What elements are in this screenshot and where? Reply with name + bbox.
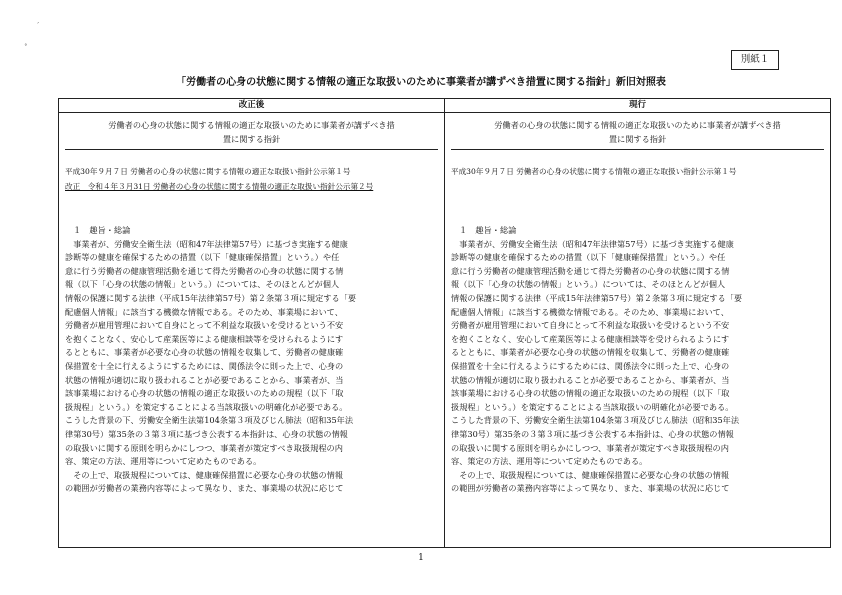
- revised-section-heading: １ 趣旨・総論: [73, 225, 131, 235]
- scan-mark-1: ´: [36, 22, 40, 30]
- revised-body-line: 労働者が雇用管理において自身にとって不利益な取扱いを受けるという不安: [65, 320, 344, 331]
- current-section-heading: １ 趣旨・総論: [459, 225, 517, 235]
- revised-column: [59, 99, 445, 547]
- revised-body-line: 律第30号）第35条の３第３項に基づき公表する本指針は、心身の状態の情報: [65, 428, 348, 439]
- revised-body-line: 容、策定の方法、運用等について定めたものである。: [65, 456, 262, 467]
- current-body-line: るとともに、事業者が必要な心身の状態の情報を収集して、労働者の健康確: [451, 347, 730, 358]
- current-body-line: 配慮個人情報」に該当する機微な情報である。そのため、事業場において、: [451, 306, 729, 317]
- revised-guideline-title: [65, 118, 438, 150]
- revised-body-line: 該事業場における心身の状態の情報の適正な取扱いのための規程（以下「取: [65, 388, 344, 399]
- current-guideline-title-line: 置に関する指針: [608, 134, 667, 144]
- current-guideline-title: [451, 118, 824, 150]
- current-header: 現行: [445, 99, 830, 113]
- revised-guideline-title-line: 置に関する指針: [222, 134, 281, 144]
- current-body-line: 容、策定の方法、運用等について定めたものである。: [451, 456, 648, 467]
- revised-body-line: 意に行う労働者の健康管理活動を通じて得た労働者の心身の状態に関する情: [65, 265, 344, 276]
- current-body-line: 状態の情報が適切に取り扱われることが必要であることから、事業者が、当: [451, 374, 730, 385]
- revised-notice-original: 平成30年９月７日 労働者の心身の状態に関する情報の適正な取扱い指針公示第１号: [65, 167, 351, 176]
- revised-body-line: 保措置を十全に行えるようにするためには、関係法令に則った上で、心身の: [65, 360, 344, 371]
- revised-body-line: の取扱いに関する原則を明らかにしつつ、事業者が策定すべき取扱規程の内: [65, 442, 343, 453]
- current-notice: [451, 164, 824, 194]
- current-section-1: [451, 224, 824, 496]
- revised-body-line: 報（以下「心身の状態の情報」という。）については、そのほとんどが個人: [65, 279, 340, 290]
- revised-body-line: るとともに、事業者が必要な心身の状態の情報を収集して、労働者の健康確: [65, 347, 344, 358]
- current-notice-original: 平成30年９月７日 労働者の心身の状態に関する情報の適正な取扱い指針公示第１号: [451, 167, 737, 176]
- revised-section-1: [65, 224, 438, 496]
- current-guideline-title-line: 労働者の心身の状態に関する情報の適正な取扱いのために事業者が講ずべき措: [494, 120, 781, 130]
- current-body-line: こうした背景の下、労働安全衛生法第104条第３項及びじん肺法（昭和35年法: [451, 415, 740, 426]
- comparison-table: [58, 98, 831, 548]
- scan-mark-2: ˚: [24, 44, 28, 52]
- current-body-line: 意に行う労働者の健康管理活動を通じて得た労働者の心身の状態に関する情: [451, 265, 730, 276]
- current-body-line: の取扱いに関する原則を明らかにしつつ、事業者が策定すべき取扱規程の内: [451, 442, 729, 453]
- revised-body-line: 診断等の健康を確保するための措置（以下「健康確保措置」という。）や任: [65, 252, 340, 263]
- revised-notice: [65, 164, 438, 194]
- revised-body-line: こうした背景の下、労働安全衛生法第104条第３項及びじん肺法（昭和35年法: [65, 415, 354, 426]
- current-body-line: 報（以下「心身の状態の情報」という。）については、そのほとんどが個人: [451, 279, 726, 290]
- current-body-line: 保措置を十全に行えるようにするためには、関係法令に則った上で、心身の: [451, 360, 730, 371]
- revised-body-line: 扱規程」という。）を策定することによる当該取扱いの明確化が必要である。: [65, 401, 348, 412]
- revised-body-line: 配慮個人情報」に該当する機微な情報である。そのため、事業場において、: [65, 306, 343, 317]
- current-body-line: を抱くことなく、安心して産業医等による健康相談等を受けられるようにす: [451, 333, 730, 344]
- revised-notice-amendment: 改正 令和４年３月31日 労働者の心身の状態に関する情報の適正な取扱い指針公示第２号: [65, 182, 374, 191]
- current-body-line: 労働者が雇用管理において自身にとって不利益な取扱いを受けるという不安: [451, 320, 730, 331]
- revised-body-line: 状態の情報が適切に取り扱われることが必要であることから、事業者が、当: [65, 374, 344, 385]
- current-column: [445, 99, 830, 547]
- revised-body-line: を抱くことなく、安心して産業医等による健康相談等を受けられるようにす: [65, 333, 344, 344]
- revised-guideline-title-line: 労働者の心身の状態に関する情報の適正な取扱いのために事業者が講ずべき措: [108, 120, 395, 130]
- current-body-line: 該事業場における心身の状態の情報の適正な取扱いのための規程（以下「取: [451, 388, 730, 399]
- document-title: 「労働者の心身の状態に関する情報の適正な取扱いのために事業者が講ずべき措置に関する指針」新旧対照表: [176, 77, 666, 88]
- current-notice-spacer: [451, 179, 824, 194]
- page-number: 1: [418, 553, 424, 563]
- revised-body-line: 事業者が、労働安全衛生法（昭和47年法律第57号）に基づき実施する健康: [65, 238, 348, 249]
- revised-body-line: 情報の保護に関する法律（平成15年法律第57号）第２条第３項に規定する「要: [65, 292, 357, 303]
- current-body-line: の範囲が労働者の業務内容等によって異なり、また、事業場の状況に応じて: [451, 483, 730, 494]
- revised-header: 改正後: [59, 99, 444, 113]
- revised-body-line: の範囲が労働者の業務内容等によって異なり、また、事業場の状況に応じて: [65, 483, 344, 494]
- current-body-line: 律第30号）第35条の３第３項に基づき公表する本指針は、心身の状態の情報: [451, 428, 734, 439]
- current-body-line: 扱規程」という。）を策定することによる当該取扱いの明確化が必要である。: [451, 401, 734, 412]
- current-body-line: 事業者が、労働安全衛生法（昭和47年法律第57号）に基づき実施する健康: [451, 238, 734, 249]
- current-body-line: 診断等の健康を確保するための措置（以下「健康確保措置」という。）や任: [451, 252, 726, 263]
- attachment-tag: 別紙１: [731, 50, 779, 70]
- current-body-line: 情報の保護に関する法律（平成15年法律第57号）第２条第３項に規定する「要: [451, 292, 743, 303]
- revised-body-line: その上で、取扱規程については、健康確保措置に必要な心身の状態の情報: [65, 469, 344, 480]
- current-body-line: その上で、取扱規程については、健康確保措置に必要な心身の状態の情報: [451, 469, 730, 480]
